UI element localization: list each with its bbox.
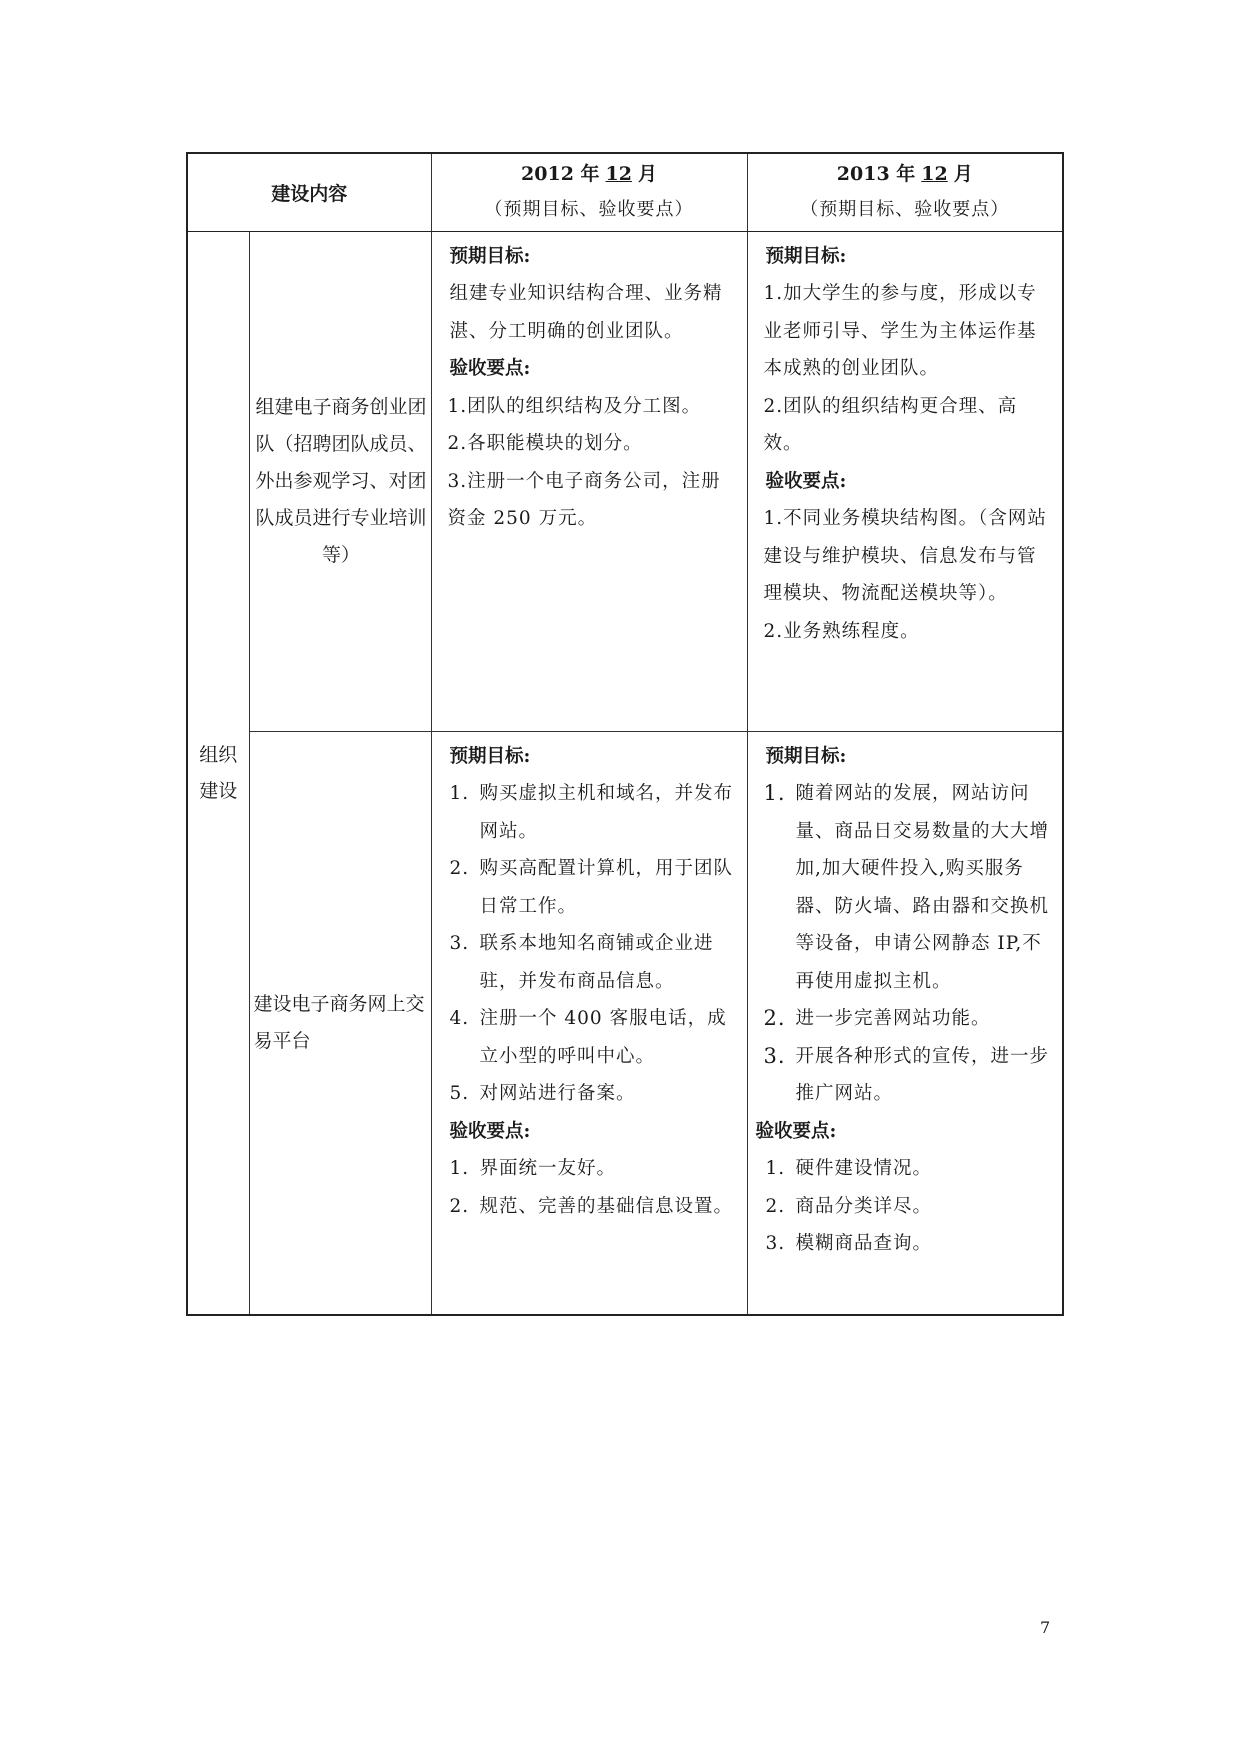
platform-2012-cell (431, 731, 747, 1315)
year-2012: 2012 年 (521, 163, 600, 186)
category-cell (187, 231, 249, 1315)
team-2012-goal-label: 预期目标: (449, 245, 531, 267)
platform-2012-goal-label: 预期目标: (449, 745, 531, 767)
platform-2012-check-list (440, 1150, 739, 1225)
platform-2013-cell (747, 731, 1063, 1315)
month-2012: 12 (605, 163, 632, 186)
list-item: 2. 进一步完善网站功能。 (763, 1006, 991, 1030)
list-item: 3. 模糊商品查询。 (765, 1233, 933, 1254)
subtitle-2013: （预期目标、验收要点） (800, 199, 1010, 221)
list-item: 3. 联系本地知名商铺或企业进驻，并发布商品信息。 (449, 933, 714, 992)
table-row (187, 731, 1063, 1315)
category-line2: 建设 (199, 779, 238, 802)
team-2012-check-2: 2.各职能模块的划分。 (447, 433, 643, 454)
list-item: 3. 开展各种形式的宣传，进一步推广网站。 (763, 1043, 1050, 1104)
list-item: 1. 硬件建设情况。 (765, 1158, 933, 1179)
year-2013: 2013 年 (836, 163, 916, 186)
table-header-row (187, 153, 1063, 231)
header-content-label: 建设内容 (187, 153, 431, 231)
table-row (187, 231, 1063, 731)
team-2013-goal-2: 2.团队的组织结构更合理、高效。 (763, 395, 1018, 454)
list-item: 2. 购买高配置计算机，用于团队日常工作。 (449, 858, 734, 917)
platform-2013-check-list (756, 1150, 1055, 1263)
platform-2013-check-label: 验收要点: (755, 1120, 837, 1142)
list-item: 1. 界面统一友好。 (449, 1158, 617, 1179)
list-item: 1. 随着网站的发展，网站访问量、商品日交易数量的大大增加,加大硬件投入,购买服务器、防火墙、路由器和交换机等设备，申请公网静态 IP,不再使用虚拟主机。 (763, 781, 1050, 992)
platform-2012-check-label: 验收要点: (449, 1120, 531, 1142)
list-item: 5. 对网站进行备案。 (449, 1083, 636, 1104)
team-2012-check-3: 3.注册一个电子商务公司，注册资金 250 万元。 (447, 470, 721, 529)
month-suffix-2012: 月 (637, 163, 657, 186)
construction-plan-table (186, 152, 1064, 1316)
team-2013-check-1: 1.不同业务模块结构图。（含网站建设与维护模块、信息发布与管理模块、物流配送模块等）。 (763, 508, 1047, 604)
page-number: 7 (1040, 1618, 1051, 1637)
team-2013-cell (747, 231, 1063, 731)
month-suffix-2013: 月 (953, 163, 973, 186)
month-2013: 12 (921, 163, 948, 186)
team-2012-check-1: 1.团队的组织结构及分工图。 (447, 395, 702, 417)
team-2013-goal-1: 1.加大学生的参与度，形成以专业老师引导、学生为主体运作基本成熟的创业团队。 (763, 283, 1037, 379)
team-2013-goal-label: 预期目标: (765, 245, 847, 267)
subtitle-2012: （预期目标、验收要点） (484, 199, 694, 221)
team-2013-check-2: 2.业务熟练程度。 (763, 620, 920, 642)
list-item: 1. 购买虚拟主机和域名，并发布网站。 (449, 783, 734, 842)
list-item: 2. 规范、完善的基础信息设置。 (449, 1195, 734, 1217)
platform-2013-goal-label: 预期目标: (765, 745, 847, 767)
header-2013 (747, 153, 1063, 231)
team-2012-cell (431, 231, 747, 731)
team-2013-check-label: 验收要点: (765, 470, 847, 492)
list-item: 4. 注册一个 400 客服电话，成立小型的呼叫中心。 (449, 1008, 727, 1067)
team-2012-goal-text: 组建专业知识结构合理、业务精湛、分工明确的创业团队。 (449, 283, 723, 342)
platform-2012-goal-list (440, 775, 739, 1113)
list-item: 2. 商品分类详尽。 (765, 1195, 933, 1217)
header-2012 (431, 153, 747, 231)
platform-2013-goal-list (756, 775, 1055, 1113)
category-line1: 组织 (199, 743, 238, 766)
item-team: 组建电子商务创业团队（招聘团队成员、外出参观学习、对团队成员进行专业培训等） (249, 231, 431, 731)
team-2012-check-label: 验收要点: (449, 358, 531, 379)
item-platform: 建设电子商务网上交易平台 (249, 731, 431, 1315)
